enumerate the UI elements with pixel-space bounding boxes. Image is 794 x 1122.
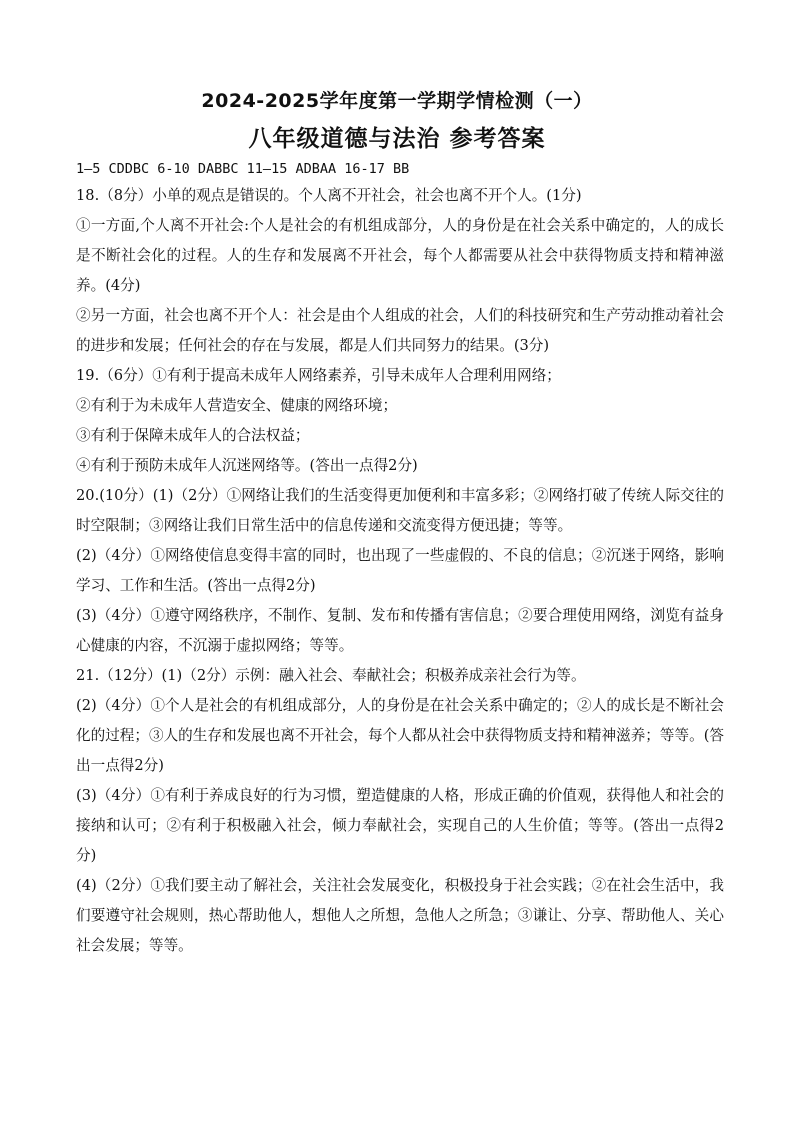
answer-paragraph-18: 18.（8分）小单的观点是错误的。个人离不开社会，社会也离不开个人。(1分) (76, 187, 582, 204)
answer-paragraph-18-2: ②另一方面，社会也离不开个人：社会是由个人组成的社会，人们的科技研究和生产劳动推动着社会的进步和发展；任何社会的存在与发展，都是人们共同努力的结果。(3分) (76, 307, 724, 354)
choice-answers: 1—5 CDDBC 6-10 DABBC 11—15 ADBAA 16-17 BB (76, 161, 410, 177)
answer-paragraph-20-2: (2)（4分）①网络使信息变得丰富的同时，也出现了一些虚假的、不良的信息；②沉迷于网络，影响学习、工作和生活。(答出一点得2分) (76, 547, 724, 594)
answer-paragraph-19-3: ③有利于保障未成年人的合法权益； (76, 427, 310, 444)
answer-paragraph-20-1: 20.(10分）(1)（2分）①网络让我们的生活变得更加便利和丰富多彩；②网络打破了传统人际交往的时空限制；③网络让我们日常生活中的信息传递和交流变得方便迅捷；等等。 (76, 487, 724, 534)
answer-paragraph-19-1: 19.（6分）①有利于提高未成年人网络素养，引导未成年人合理利用网络； (76, 367, 561, 384)
answer-paragraph-21-2: (2)（4分）①个人是社会的有机组成部分，人的身份是在社会关系中确定的；②人的成长是不断社会化的过程；③人的生存和发展也离不开社会，每个人都从社会中获得物质支持和精神滋养；等等。(答出一点得2分) (76, 697, 724, 774)
exam-title: 2024-2025学年度第一学期学情检测（一） (201, 90, 593, 112)
answer-paragraph-21-3: (3)（4分）①有利于养成良好的行为习惯，塑造健康的人格，形成正确的价值观，获得他人和社会的接纳和认可；②有利于积极融入社会，倾力奉献社会，实现自己的人生价值；等等。(答出一点得2分) (76, 787, 724, 864)
answer-paragraph-18-1: ①一方面,个人离不开社会:个人是社会的有机组成部分，人的身份是在社会关系中确定的，人的成长是不断社会化的过程。人的生存和发展离不开社会，每个人都需要从社会中获得物质支持和精神滋养。(4分) (76, 217, 724, 294)
answer-paragraph-19-4: ④有利于预防未成年人沉迷网络等。(答出一点得2分) (76, 457, 418, 474)
answer-paragraph-21-4: (4)（2分）①我们要主动了解社会，关注社会发展变化，积极投身于社会实践；②在社会生活中，我们要遵守社会规则，热心帮助他人，想他人之所想，急他人之所急；③谦让、分享、帮助他人、关心社会发展；等等。 (76, 877, 724, 954)
answer-key-subtitle: 八年级道德与法治 参考答案 (248, 126, 546, 152)
answer-paragraph-20-3: (3)（4分）①遵守网络秩序，不制作、复制、发布和传播有害信息；②要合理使用网络，浏览有益身心健康的内容，不沉溺于虚拟网络；等等。 (76, 607, 724, 654)
answer-body (76, 157, 724, 961)
answer-paragraph-21-1: 21.（12分）(1)（2分）示例：融入社会、奉献社会；积极养成亲社会行为等。 (76, 667, 586, 684)
answer-paragraph-19-2: ②有利于为未成年人营造安全、健康的网络环境； (76, 397, 398, 414)
